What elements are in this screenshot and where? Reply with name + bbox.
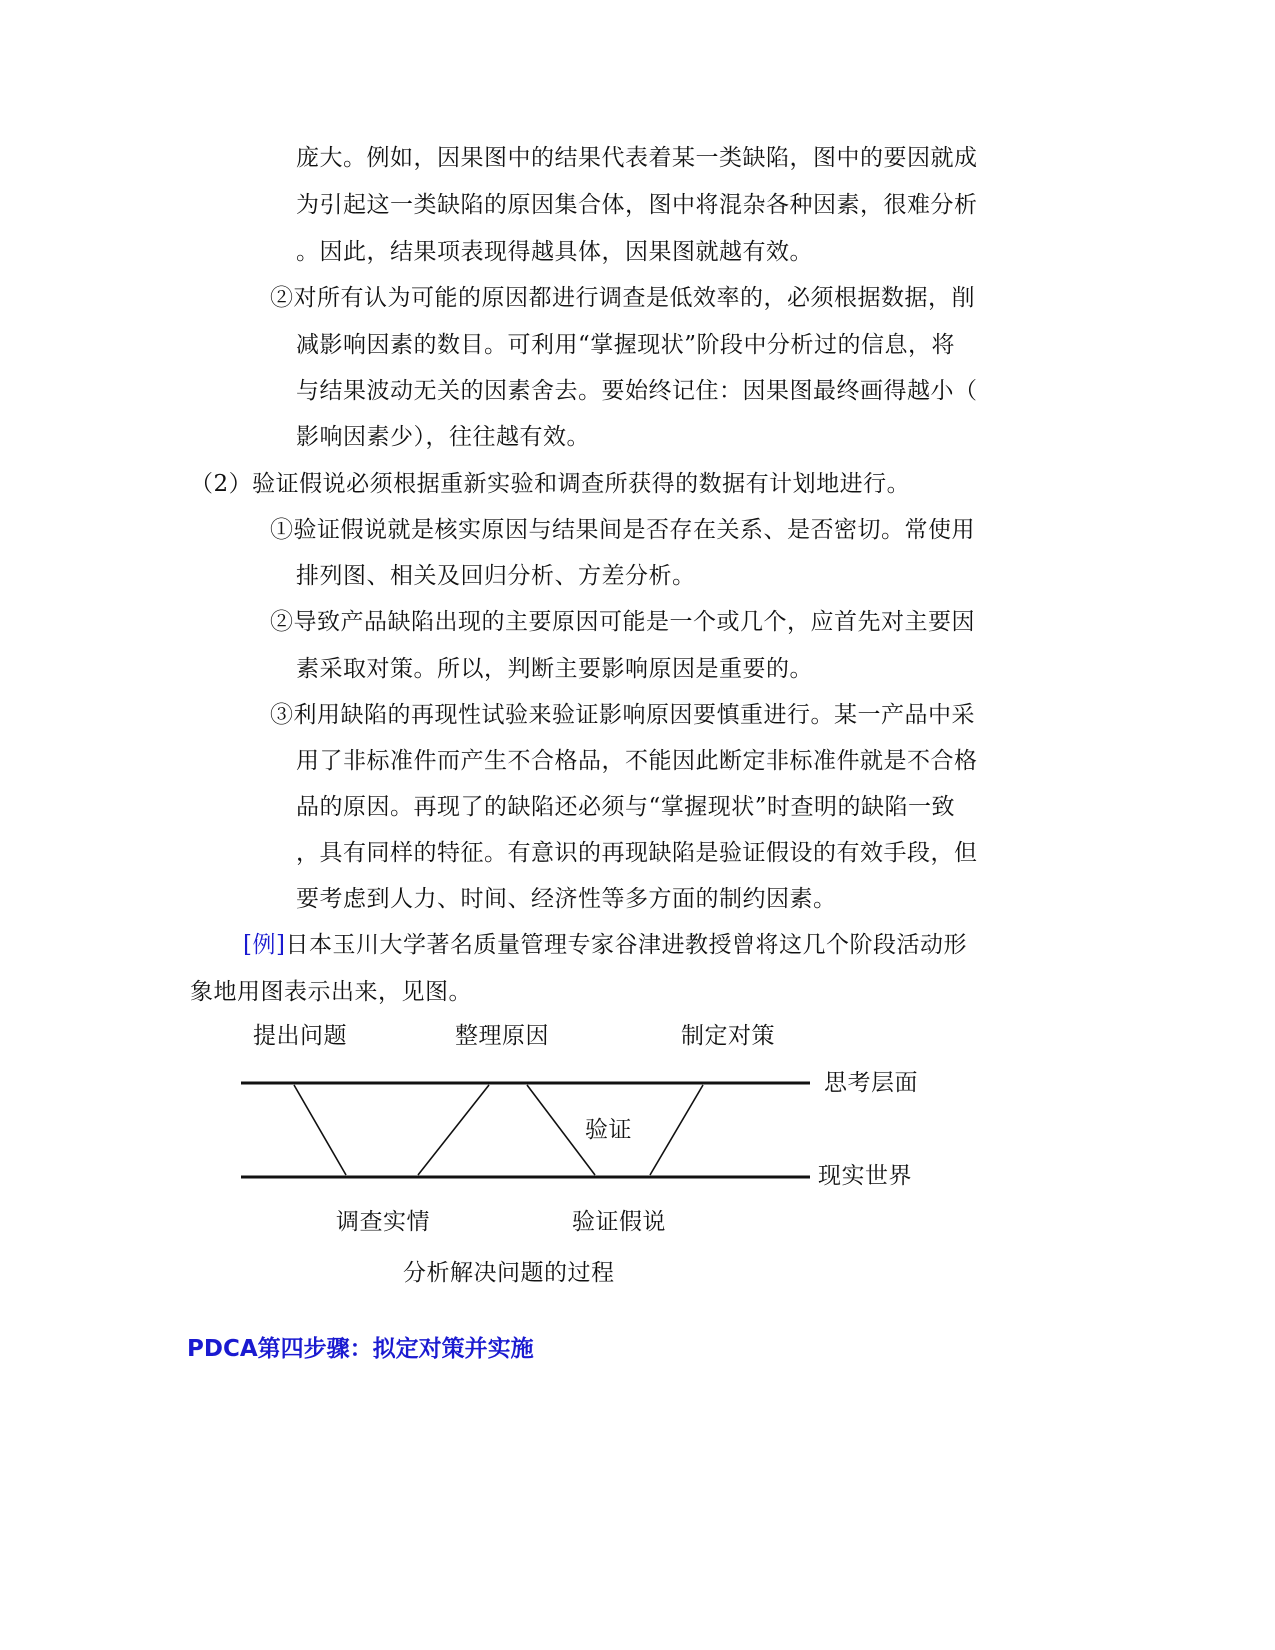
text-line-7: 影响因素少），往往越有效。 xyxy=(296,424,590,450)
diag-line-1 xyxy=(294,1085,346,1175)
text-line-5: 减影响因素的数目。可利用“掌握现状”阶段中分析过的信息，将 xyxy=(296,332,956,358)
text-line-14: 用了非标准件而产生不合格品，不能因此断定非标准件就是不合格 xyxy=(296,748,978,774)
text-line-10: 排列图、相关及回归分析、方差分析。 xyxy=(296,563,696,589)
diag-line-2 xyxy=(418,1085,489,1175)
text-line-11: ②导致产品缺陷出现的主要原因可能是一个或几个，应首先对主要因 xyxy=(270,609,975,635)
label-thinking-level: 思考层面 xyxy=(824,1070,918,1096)
label-make-countermeasures: 制定对策 xyxy=(681,1023,775,1049)
section-heading: PDCA第四步骤：拟定对策并实施 xyxy=(187,1336,534,1362)
example-line-2: 象地用图表示出来，见图。 xyxy=(190,979,472,1005)
text-line-4: ②对所有认为可能的原因都进行调查是低效率的，必须根据数据，削 xyxy=(270,285,975,311)
text-line-3: 。因此，结果项表现得越具体，因果图就越有效。 xyxy=(296,239,813,265)
label-verify-hypothesis: 验证假说 xyxy=(572,1209,666,1235)
example-text-1: 日本玉川大学著名质量管理专家谷津进教授曾将这几个阶段活动形 xyxy=(285,932,967,958)
text-line-8: （2）验证假说必须根据重新实验和调查所获得的数据有计划地进行。 xyxy=(190,471,911,497)
label-real-world: 现实世界 xyxy=(818,1163,912,1189)
text-line-16: ，具有同样的特征。有意识的再现缺陷是验证假设的有效手段，但 xyxy=(296,840,978,866)
text-line-15: 品的原因。再现了的缺陷还必须与“掌握现状”时查明的缺陷一致 xyxy=(296,794,956,820)
diag-line-4 xyxy=(650,1085,703,1175)
text-line-12: 素采取对策。所以，判断主要影响原因是重要的。 xyxy=(296,656,813,682)
label-raise-problem: 提出问题 xyxy=(253,1023,347,1049)
text-line-9: ①验证假说就是核实原因与结果间是否存在关系、是否密切。常使用 xyxy=(270,517,975,543)
text-line-6: 与结果波动无关的因素舍去。要始终记住：因果图最终画得越小（ xyxy=(296,378,978,404)
example-tag: [例] xyxy=(243,932,286,958)
text-line-13: ③利用缺陷的再现性试验来验证影响原因要慎重进行。某一产品中采 xyxy=(270,702,975,728)
label-organize-causes: 整理原因 xyxy=(455,1023,549,1049)
diagram-caption: 分析解决问题的过程 xyxy=(403,1260,615,1286)
label-verify: 验证 xyxy=(585,1117,632,1143)
text-line-17: 要考虑到人力、时间、经济性等多方面的制约因素。 xyxy=(296,886,837,912)
text-line-2: 为引起这一类缺陷的原因集合体，图中将混杂各种因素，很难分析 xyxy=(296,192,978,218)
label-investigate-facts: 调查实情 xyxy=(336,1209,430,1235)
text-line-1: 庞大。例如，因果图中的结果代表着某一类缺陷，图中的要因就成 xyxy=(296,145,978,171)
